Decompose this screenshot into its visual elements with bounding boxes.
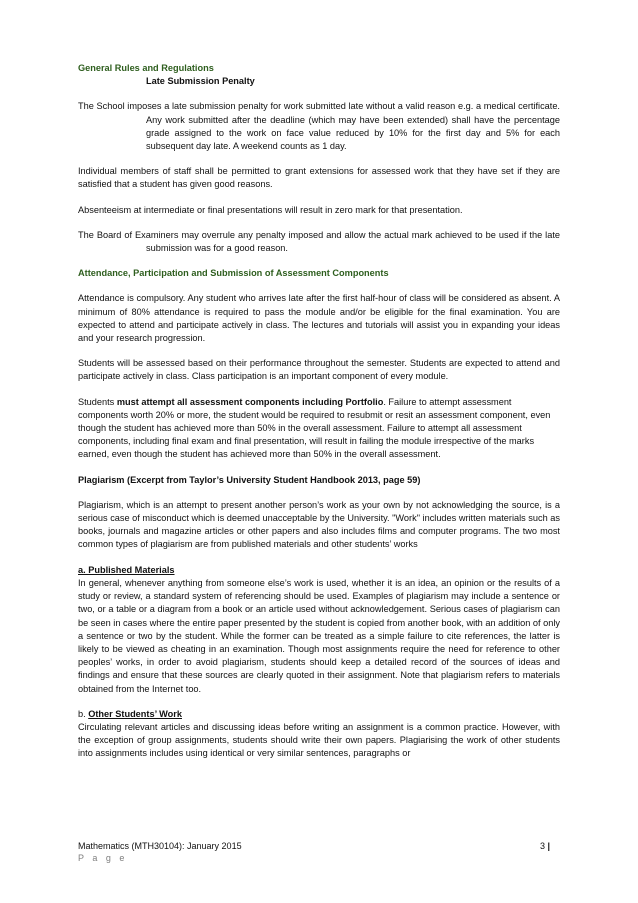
paragraph-plagiarism: Plagiarism, which is an attempt to present another person’s work as your own by not acknowledging the source, is a serious case of misconduct which is deemed unacceptable by the University. "Work" includes written materials such as books, journals and magazine articles or other papers and also includes films and computer programs. The two most common types of plagiarism are from published materials and other students’ works <box>78 499 560 550</box>
paragraph-extensions: Individual members of staff shall be permitted to grant extensions for assessed work that they have set if they are satisfied that a student has given good reasons. <box>78 166 560 190</box>
paragraph-absenteeism: Absenteeism at intermediate or final presentations will result in zero mark for that presentation. <box>78 204 463 215</box>
components-lead: Students <box>78 396 117 407</box>
heading-other-text: Other Students’ Work <box>88 708 182 719</box>
heading-plagiarism: Plagiarism (Excerpt from Taylor’s University Student Handbook 2013, page 59) <box>78 474 421 485</box>
paragraph-board-examiners: The Board of Examiners may overrule any penalty imposed and allow the actual mark achieved to be used if the late submission was for a good reason. <box>78 229 560 254</box>
paragraph-assessment: Students will be assessed based on their performance throughout the semester. Students are expected to attend and participate actively in class. Class participation is an important component of every module. <box>78 358 560 382</box>
heading-other-students-work <box>78 708 560 721</box>
components-emphasis: must attempt all assessment components including Portfolio <box>116 396 384 407</box>
paragraph-other-students-work: Circulating relevant articles and discussing ideas before writing an assignment is a common practice. However, with the exception of group assignments, students should write their own papers. Plagiarising the work of other students into assignments includes using identical or very similar sentences, paragraphs or <box>78 721 560 759</box>
components-rest: . Failure to attempt assessment components worth 20% or more, the student would be required to resubmit or resit an assessment component, even though the student has achieved more than 50% in the overall assessment. Failure to attempt all assessment components, including final exam and final presentation, will result in failing the module irrespective of the marks earned, even though the student has achieved more than 50% in the overall assessment. <box>78 396 551 460</box>
document-body <box>78 62 560 761</box>
paragraph-late-penalty: The School imposes a late submission penalty for work submitted late without a valid reason e.g. a medical certificate. Any work submitted after the deadline (which may have been extended) shall have the percentage grade assigned to the work on face value reduced by 10% for the first day and 5% for each subsequent day late. A weekend counts as 1 day. <box>78 101 560 152</box>
footer-page-label: P a g e <box>78 853 128 863</box>
paragraph-published-materials: In general, whenever anything from someone else’s work is used, whether it is an idea, an opinion or the results of a study or review, a standard system of referencing should be used. Examples of plagiarism may include a sentence or two, or a table or a diagram from a book or an article used without acknowledgement. Serious cases of plagiarism can be seen in cases where the entire paper presented by the student is copied from another book, with an addition of only a sentence or two by the student. While the former can be treated as a simple failure to cite references, the latter is likely to be viewed as cheating in an examination. Though most assignments require the need for reference to other peoples’ works, in order to avoid plagiarism, students should keep a detailed record of the sources of ideas and findings and ensure that these sources are clearly quoted in their assignment. Note that plagiarism refers to materials obtained from the Internet too. <box>78 577 560 694</box>
footer-page-number <box>540 840 560 852</box>
section-subtitle: Late Submission Penalty <box>146 76 255 87</box>
section-title: General Rules and Regulations <box>78 63 214 73</box>
heading-attendance: Attendance, Participation and Submission of Assessment Components <box>78 268 389 279</box>
page-number-value: 3 <box>539 841 545 851</box>
paragraph-attendance: Attendance is compulsory. Any student who arrives late after the first half-hour of class will be considered as absent. A minimum of 80% attendance is required to pass the module and/or be eligible for the final examination. You are expected to attend and participate actively in class. The lectures and tutorials will assist you in expanding your ideas and your research progression. <box>78 293 560 344</box>
footer-course: Mathematics (MTH30104): January 2015 <box>78 841 242 851</box>
heading-published-materials: a. Published Materials <box>78 564 175 575</box>
page-footer <box>78 840 560 864</box>
page-separator: | <box>547 841 550 851</box>
heading-other-prefix: b. <box>78 708 89 719</box>
paragraph-components <box>78 396 560 462</box>
